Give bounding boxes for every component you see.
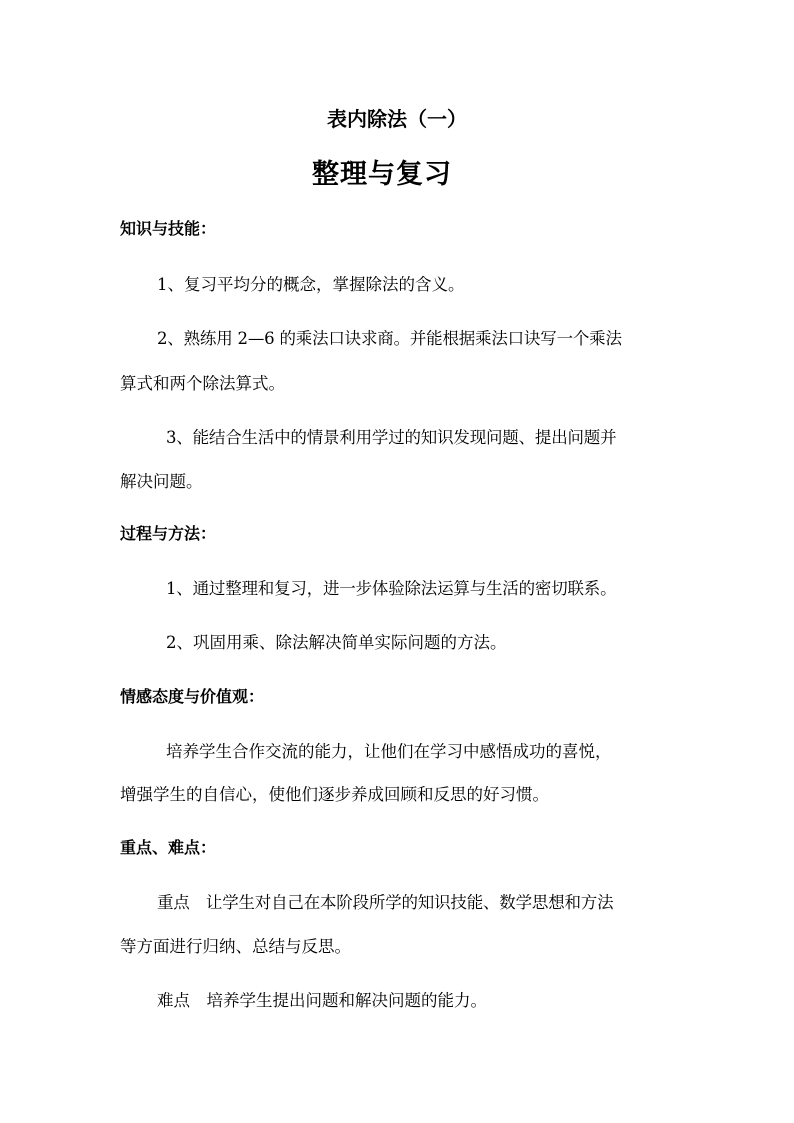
section-heading-attitude-values: 情感态度与价值观：	[120, 687, 265, 706]
paragraph-line: 2、熟练用 2—6 的乘法口诀求商。并能根据乘法口诀写一个乘法	[157, 329, 622, 348]
paragraph-line: 增强学生的自信心，使他们逐步养成回顾和反思的好习惯。	[120, 785, 549, 804]
paragraph-line: 培养学生合作交流的能力，让他们在学习中感悟成功的喜悦，	[166, 742, 612, 761]
section-heading-key-difficult-points: 重点、难点：	[120, 838, 217, 857]
paragraph-line: 1、通过整理和复习，进一步体验除法运算与生活的密切联系。	[166, 579, 617, 598]
paragraph-line: 算式和两个除法算式。	[120, 374, 285, 393]
paragraph-line: 难点 培养学生提出问题和解决问题的能力。	[157, 991, 487, 1010]
section-heading-process-methods: 过程与方法：	[120, 524, 217, 543]
paragraph-line: 解决问题。	[120, 472, 203, 491]
paragraph-line: 等方面进行归纳、总结与反思。	[120, 937, 351, 956]
paragraph-line: 1、复习平均分的概念，掌握除法的含义。	[157, 275, 465, 294]
document-title: 表内除法（一）	[327, 107, 467, 131]
paragraph-line: 2、巩固用乘、除法解决简单实际问题的方法。	[166, 633, 507, 652]
paragraph-line: 3、能结合生活中的情景利用学过的知识发现问题、提出问题并	[166, 428, 617, 447]
document-subtitle: 整理与复习	[312, 159, 452, 190]
section-heading-knowledge-skills: 知识与技能：	[120, 219, 217, 238]
paragraph-line: 重点 让学生对自己在本阶段所学的知识技能、数学思想和方法	[157, 893, 614, 912]
